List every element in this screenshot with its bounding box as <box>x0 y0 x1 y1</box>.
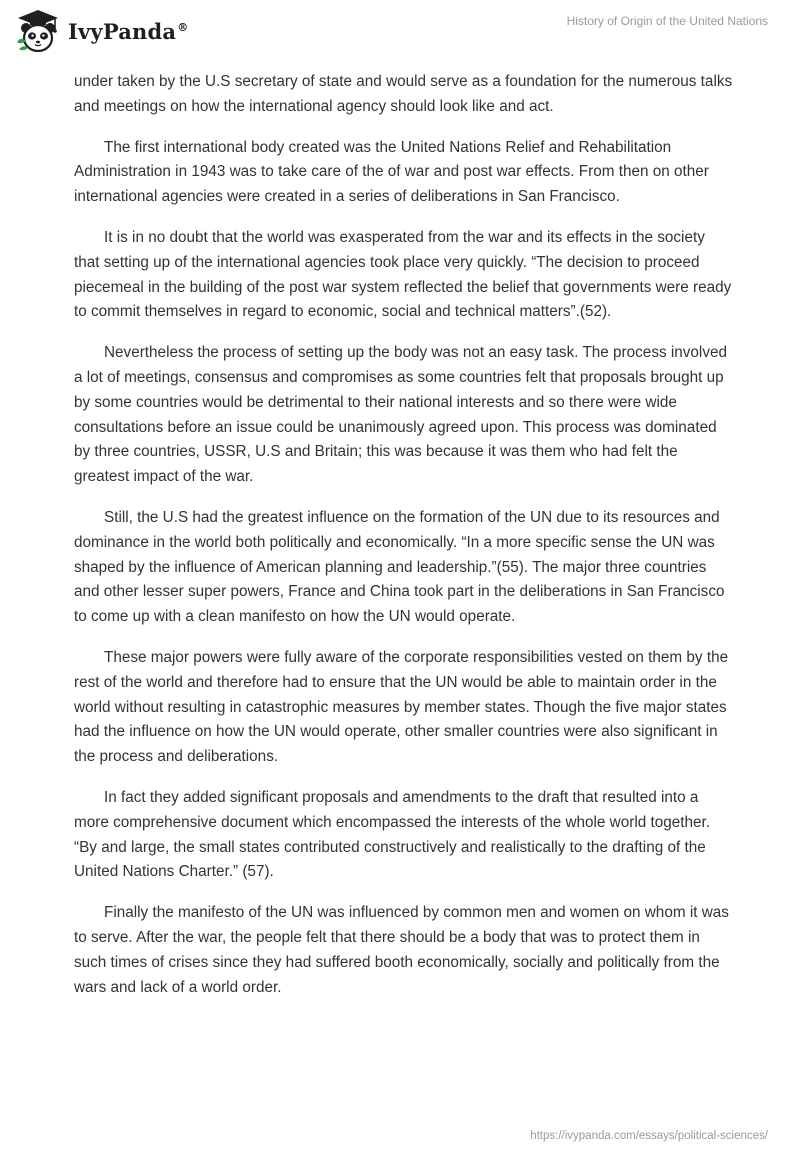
paragraph-5: Still, the U.S had the greatest influence on the formation of the UN due to its resources and dominance in the world both politically and economically. “In a more specific sense the UN was shaped by the influence of American planning and leadership.”(55). The major three countries and other lesser super powers, France and China took part in the deliberations in San Francisco to come up with a clean manifesto on how the UN would operate. <box>74 508 725 626</box>
panda-graduate-icon <box>14 8 62 54</box>
document-title: History of Origin of the United Nations <box>566 14 768 28</box>
source-url[interactable]: https://ivypanda.com/essays/political-sciences/ <box>530 1130 768 1142</box>
brand-name <box>68 19 188 44</box>
ivypanda-logo[interactable] <box>14 8 188 54</box>
essay-body <box>74 70 734 1016</box>
paragraph-7: In fact they added significant proposals and amendments to the draft that resulted into a more comprehensive document which encompassed the interests of the whole world together. “By and large, the small states contributed constructively and realistically to the drafting of the United Nations Charter.” (57). <box>74 788 711 881</box>
paragraph-8: Finally the manifesto of the UN was influenced by common men and women on whom it was to serve. After the war, the people felt that there should be a body that was to protect them in such times of crises since they had suffered booth economically, socially and politically from the wars and lack of a world order. <box>74 904 729 996</box>
paragraph-1: under taken by the U.S secretary of state and would serve as a foundation for the numerous talks and meetings on how the international agency should look like and act. <box>74 73 733 115</box>
registered-mark: ® <box>177 20 189 34</box>
page-header <box>0 0 800 60</box>
paragraph-6: These major powers were fully aware of the corporate responsibilities vested on them by the rest of the world and therefore had to ensure that the UN would be able to maintain order in the world without resulting in catastrophic measures by member states. Though the five major states had the influence on how the UN would operate, other smaller countries were also significant in the process and deliberations. <box>74 648 729 766</box>
brand-name-text: IvyPanda <box>68 18 177 44</box>
paragraph-4: Nevertheless the process of setting up the body was not an easy task. The process involved a lot of meetings, consensus and compromises as some countries felt that proposals brought up by some countries would be detrimental to their national interests and so there were wide consultations before an issue could be unanimously agreed upon. This process was dominated by three countries, USSR, U.S and Britain; this was because it was them who had felt the greatest impact of the war. <box>74 344 727 486</box>
paragraph-2: The first international body created was the United Nations Relief and Rehabilitation Administration in 1943 was to take care of the of war and post war effects. From then on other international agencies were created in a series of deliberations in San Francisco. <box>74 138 709 206</box>
paragraph-3: It is in no doubt that the world was exasperated from the war and its effects in the society that setting up of the international agencies took place very quickly. “The decision to proceed piecemeal in the building of the post war system reflected the belief that governments were ready to commit themselves in regard to economic, social and technical matters”.(52). <box>74 228 732 321</box>
